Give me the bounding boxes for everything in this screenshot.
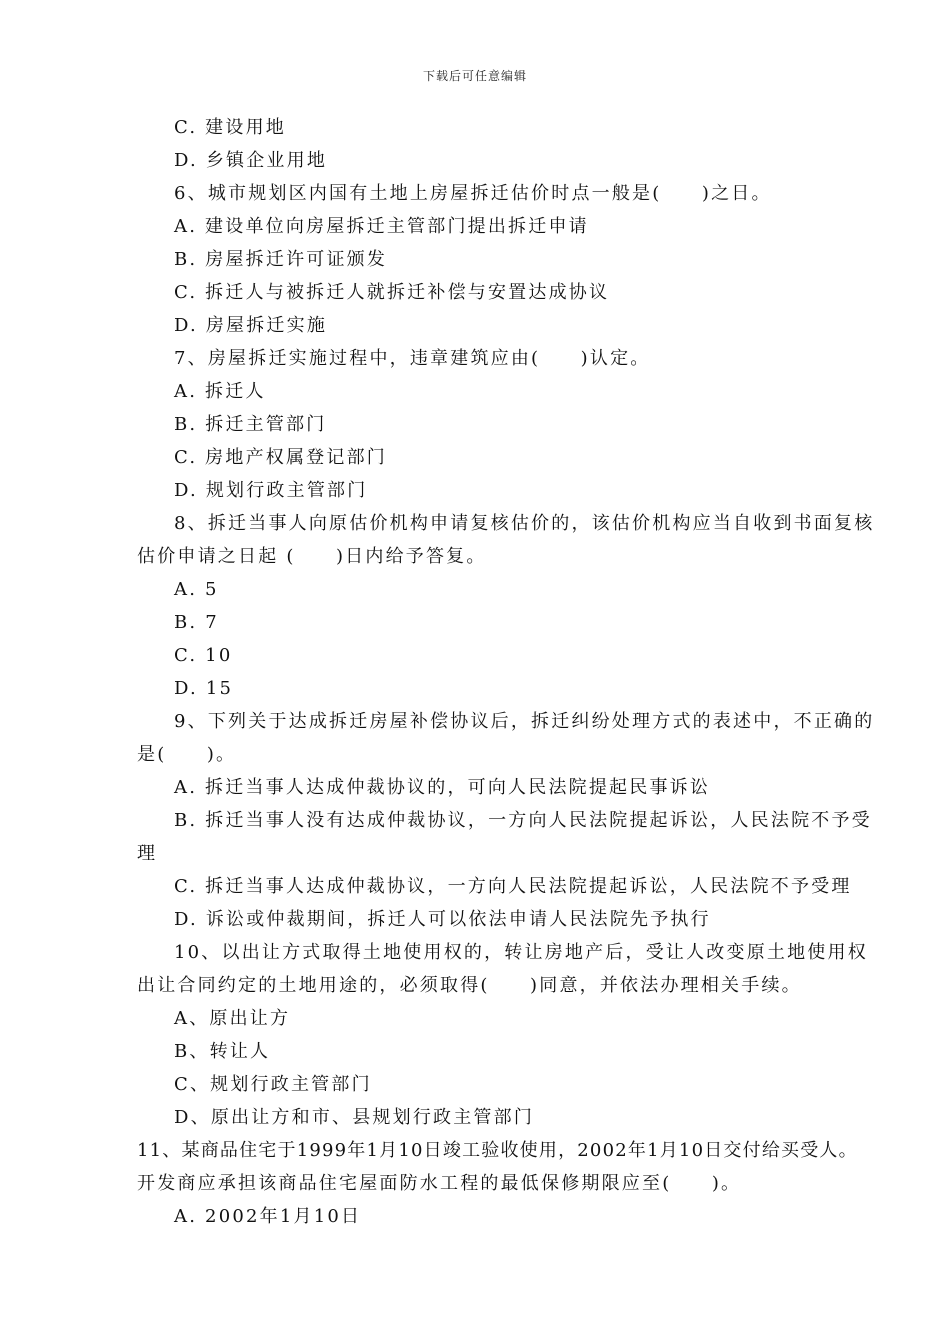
- option-line: C. 房地产权属登记部门: [174, 447, 387, 468]
- option-line: D、原出让方和市、县规划行政主管部门: [174, 1107, 535, 1128]
- question-line: 10、以出让方式取得土地使用权的，转让房地产后，受让人改变原土地使用权: [174, 942, 868, 963]
- option-line: A. 拆迁当事人达成仲裁协议的，可向人民法院提起民事诉讼: [174, 777, 711, 798]
- option-line: C. 拆迁当事人达成仲裁协议，一方向人民法院提起诉讼，人民法院不予受理: [174, 876, 852, 897]
- option-line: B、转让人: [174, 1041, 271, 1062]
- option-line: D. 诉讼或仲裁期间，拆迁人可以依法申请人民法院先予执行: [174, 909, 711, 930]
- option-line: B. 拆迁当事人没有达成仲裁协议，一方向人民法院提起诉讼，人民法院不予受: [174, 810, 872, 831]
- question-line: 11、某商品住宅于1999年1月10日竣工验收使用，2002年1月10日交付给买受人。: [137, 1140, 858, 1161]
- option-line: D. 规划行政主管部门: [174, 480, 368, 501]
- question-line: 6、城市规划区内国有土地上房屋拆迁估价时点一般是( )之日。: [174, 183, 772, 204]
- option-line: C. 拆迁人与被拆迁人就拆迁补偿与安置达成协议: [174, 282, 610, 303]
- option-line: B. 拆迁主管部门: [174, 414, 327, 435]
- option-line: D. 乡镇企业用地: [174, 150, 328, 171]
- option-line: A. 5: [174, 579, 219, 600]
- page-header: 下载后可任意编辑: [422, 69, 527, 83]
- option-line: D. 房屋拆迁实施: [174, 315, 328, 336]
- continuation-line: 开发商应承担该商品住宅屋面防水工程的最低保修期限应至( )。: [137, 1173, 742, 1194]
- continuation-line: 估价申请之日起 ( )日内给予答复。: [137, 546, 487, 567]
- option-line: C. 10: [174, 645, 233, 666]
- option-line: A、原出让方: [174, 1008, 291, 1029]
- option-line: A. 建设单位向房屋拆迁主管部门提出拆迁申请: [174, 216, 589, 237]
- continuation-line: 是( )。: [137, 744, 237, 765]
- option-line: C. 建设用地: [174, 117, 286, 138]
- question-line: 9、下列关于达成拆迁房屋补偿协议后，拆迁纠纷处理方式的表述中，不正确的: [174, 711, 875, 732]
- question-line: 8、拆迁当事人向原估价机构申请复核估价的，该估价机构应当自收到书面复核: [174, 513, 875, 534]
- continuation-line: 出让合同约定的土地用途的，必须取得( )同意，并依法办理相关手续。: [137, 975, 802, 996]
- option-line: B. 7: [174, 612, 219, 633]
- option-line: B. 房屋拆迁许可证颁发: [174, 249, 388, 270]
- option-line: A. 拆迁人: [174, 381, 266, 402]
- continuation-line: 理: [137, 843, 158, 864]
- option-line: D. 15: [174, 678, 234, 699]
- option-line: A. 2002年1月10日: [174, 1206, 362, 1227]
- question-line: 7、房屋拆迁实施过程中，违章建筑应由( )认定。: [174, 348, 651, 369]
- option-line: C、规划行政主管部门: [174, 1074, 372, 1095]
